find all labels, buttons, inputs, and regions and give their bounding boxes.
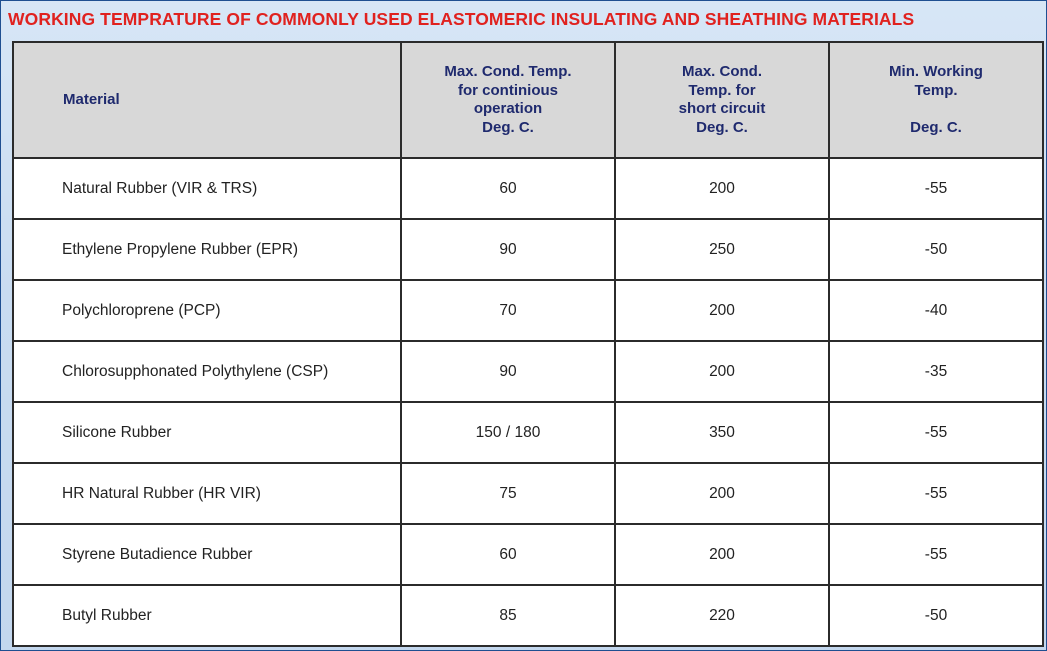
table-row bbox=[13, 402, 1043, 463]
header-line bbox=[830, 100, 1042, 119]
cell-material: Ethylene Propylene Rubber (EPR) bbox=[13, 219, 401, 280]
cell-material: Silicone Rubber bbox=[13, 402, 401, 463]
cell-max-continuous: 150 / 180 bbox=[401, 402, 615, 463]
header-line: operation bbox=[473, 100, 543, 117]
table-header-row bbox=[13, 42, 1043, 158]
cell-max-short-circuit: 200 bbox=[615, 341, 829, 402]
header-max-continuous-temp bbox=[401, 42, 615, 158]
header-line: short circuit bbox=[678, 100, 766, 117]
cell-max-short-circuit: 200 bbox=[615, 524, 829, 585]
table-row bbox=[13, 341, 1043, 402]
header-line: for continious bbox=[458, 81, 558, 99]
header-line: Temp. for bbox=[688, 81, 756, 99]
cell-max-continuous: 60 bbox=[401, 158, 615, 219]
cell-min-working: -50 bbox=[829, 585, 1043, 646]
table-row bbox=[13, 158, 1043, 219]
header-line: Deg. C. bbox=[910, 118, 962, 136]
document-title: WORKING TEMPRATURE OF COMMONLY USED ELASTOMERIC INSULATING AND SHEATHING MATERIALS bbox=[8, 9, 915, 29]
cell-material: Chlorosupphonated Polythylene (CSP) bbox=[13, 341, 401, 402]
cell-min-working: -35 bbox=[829, 341, 1043, 402]
cell-max-short-circuit: 200 bbox=[615, 158, 829, 219]
cell-max-short-circuit: 200 bbox=[615, 463, 829, 524]
cell-max-short-circuit: 220 bbox=[615, 585, 829, 646]
cell-min-working: -55 bbox=[829, 524, 1043, 585]
cell-min-working: -50 bbox=[829, 219, 1043, 280]
table-row bbox=[13, 280, 1043, 341]
cell-material: Styrene Butadience Rubber bbox=[13, 524, 401, 585]
cell-material: Polychloroprene (PCP) bbox=[13, 280, 401, 341]
cell-material: Butyl Rubber bbox=[13, 585, 401, 646]
header-line: Max. Cond. Temp. bbox=[444, 63, 572, 80]
header-line: Temp. bbox=[914, 81, 958, 99]
cell-max-continuous: 85 bbox=[401, 585, 615, 646]
header-min-working-temp bbox=[829, 42, 1043, 158]
header-material: Material bbox=[13, 42, 401, 158]
cell-max-short-circuit: 250 bbox=[615, 219, 829, 280]
table-row bbox=[13, 585, 1043, 646]
cell-max-continuous: 60 bbox=[401, 524, 615, 585]
cell-min-working: -55 bbox=[829, 463, 1043, 524]
cell-max-short-circuit: 200 bbox=[615, 280, 829, 341]
cell-material: HR Natural Rubber (HR VIR) bbox=[13, 463, 401, 524]
cell-max-continuous: 90 bbox=[401, 341, 615, 402]
cell-max-continuous: 75 bbox=[401, 463, 615, 524]
temperature-table bbox=[12, 41, 1044, 647]
cell-max-short-circuit: 350 bbox=[615, 402, 829, 463]
cell-min-working: -55 bbox=[829, 402, 1043, 463]
cell-min-working: -40 bbox=[829, 280, 1043, 341]
header-line: Deg. C. bbox=[696, 118, 748, 136]
table-row bbox=[13, 219, 1043, 280]
cell-min-working: -55 bbox=[829, 158, 1043, 219]
header-line: Deg. C. bbox=[482, 118, 534, 136]
header-line: Max. Cond. bbox=[681, 63, 762, 80]
header-line: Min. Working bbox=[889, 63, 983, 80]
table-row bbox=[13, 524, 1043, 585]
cell-max-continuous: 70 bbox=[401, 280, 615, 341]
cell-max-continuous: 90 bbox=[401, 219, 615, 280]
table-row bbox=[13, 463, 1043, 524]
header-max-short-circuit-temp bbox=[615, 42, 829, 158]
cell-material: Natural Rubber (VIR & TRS) bbox=[13, 158, 401, 219]
